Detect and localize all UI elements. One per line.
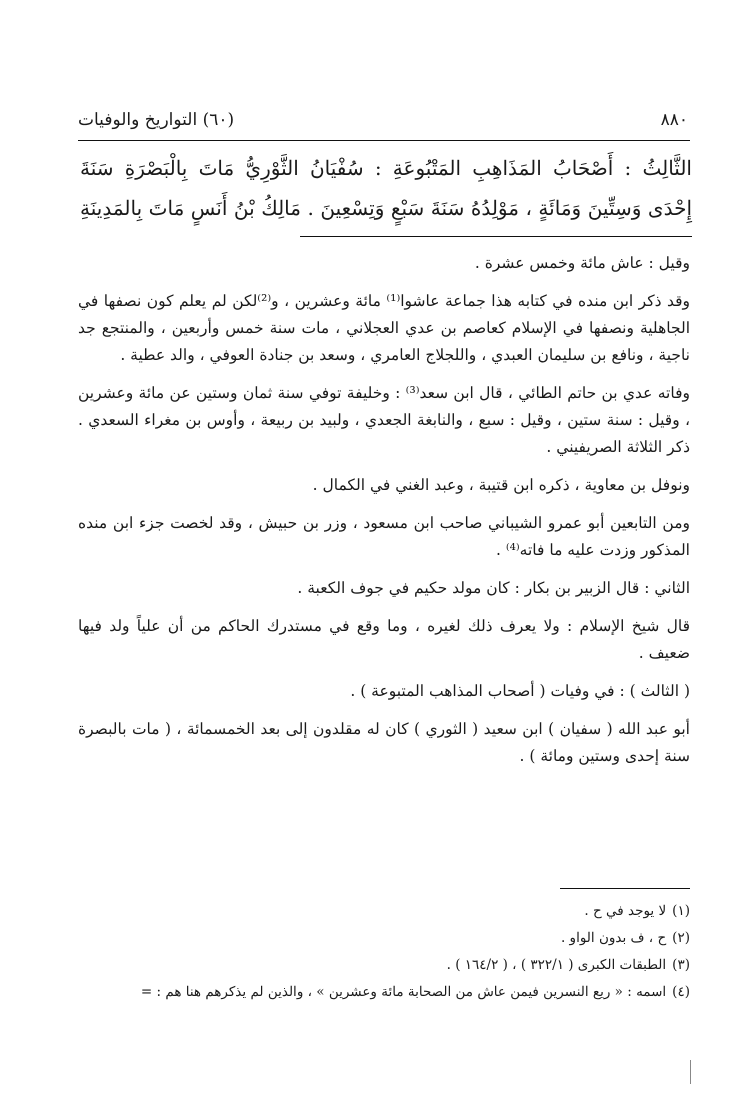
section-title: (٦٠) التواريخ والوفيات xyxy=(78,110,235,130)
paragraph: ( الثالث ) : في وفيات ( أصحاب المذاهب المتبوعة ) . xyxy=(350,682,690,700)
paragraph: قال شيخ الإسلام : ولا يعرف ذلك لغيره ، وما وقع في مستدرك الحاكم من أن علياً ولد فيها ضعيف . xyxy=(78,617,690,662)
footnote-rule xyxy=(560,888,690,889)
paragraph: أبو عبد الله ( سفيان ) ابن سعيد ( الثوري ) كان له مقلدون إلى بعد الخمسمائة ، ( مات بالبصرة سنة إحدى وستين ومائة ) . xyxy=(78,720,690,765)
footnotes xyxy=(78,898,690,1006)
paragraph: وفاته عدي بن حاتم الطائي ، قال ابن سعد⁽³⁾ : وخليفة توفي سنة ثمان وستين عن مائة وعشرين ، وقيل : سنة ستين ، وقيل : سبع ، والنابغة الجعدي ، ولبيد بن ربيعة ، وأوس بن مغراء السعدي . ذكر الثلاثة الصريفيني . xyxy=(78,384,690,456)
footnote-text: اسمه : « ريع النسرين فيمن عاش من الصحابة مائة وعشرين » ، والذين لم يذكرهم هنا هم : = xyxy=(140,984,667,1000)
header-rule xyxy=(78,140,690,141)
footnote-text: الطبقات الكبرى ( ٣٢٢/١ ) ، ( ١٦٤/٢ ) . xyxy=(446,957,667,973)
paragraph: الثاني : قال الزبير بن بكار : كان مولد حكيم في جوف الكعبة . xyxy=(297,579,690,597)
running-header xyxy=(78,110,688,140)
matn-rule xyxy=(300,236,692,237)
footnote-text: ح ، ف بدون الواو . xyxy=(560,930,667,946)
paragraph: ومن التابعين أبو عمرو الشيباني صاحب ابن مسعود ، وزر بن حبيش ، وقد لخصت جزء ابن منده المذكور وزدت عليه ما فاته⁽⁴⁾ . xyxy=(78,514,690,559)
paragraph: وقيل : عاش مائة وخمس عشرة . xyxy=(474,254,690,272)
paragraph: وقد ذكر ابن منده في كتابه هذا جماعة عاشوا⁽¹⁾ مائة وعشرين ، و⁽²⁾لكن لم يعلم كون نصفها في الجاهلية ونصفها في الإسلام كعاصم بن عدي العجلاني ، مات سنة خمس وأربعين ، والمنتجع جد ناجية ، ونافع بن سليمان العبدي ، واللجلاج العامري ، وسعد بن جنادة العوفي ، والد عطية . xyxy=(78,292,691,364)
footnote xyxy=(78,925,690,952)
matn-text: الثَّالِثُ : أَصْحَابُ المَذَاهِبِ المَتْبُوعَةِ : سُفْيَانُ الثَّوْرِيُّ مَاتَ بِالْبَصْرَةِ سَنَةَ إِحْدَى وَسِتِّينَ وَمَائَةٍ ، مَوْلِدُهُ سَنَةَ سَبْعٍ وَتِسْعِينَ . مَالِكُ بْنُ أَنَسٍ مَاتَ بِالمَدِينَةِ xyxy=(80,156,692,220)
footnote-number: (١) xyxy=(672,903,690,919)
footnote xyxy=(78,898,690,925)
footnote-number: (٢) xyxy=(672,930,690,946)
footnote-number: (٣) xyxy=(672,957,690,973)
footnote xyxy=(78,952,690,979)
commentary-body xyxy=(78,250,690,781)
footnote-number: (٤) xyxy=(672,984,690,1000)
page-number: ٨٨٠ xyxy=(660,110,688,130)
footnote xyxy=(78,979,690,1006)
margin-mark xyxy=(690,1060,691,1084)
footnote-text: لا يوجد في ح . xyxy=(584,903,667,919)
paragraph: ونوفل بن معاوية ، ذكره ابن قتيبة ، وعبد الغني في الكمال . xyxy=(312,476,690,494)
